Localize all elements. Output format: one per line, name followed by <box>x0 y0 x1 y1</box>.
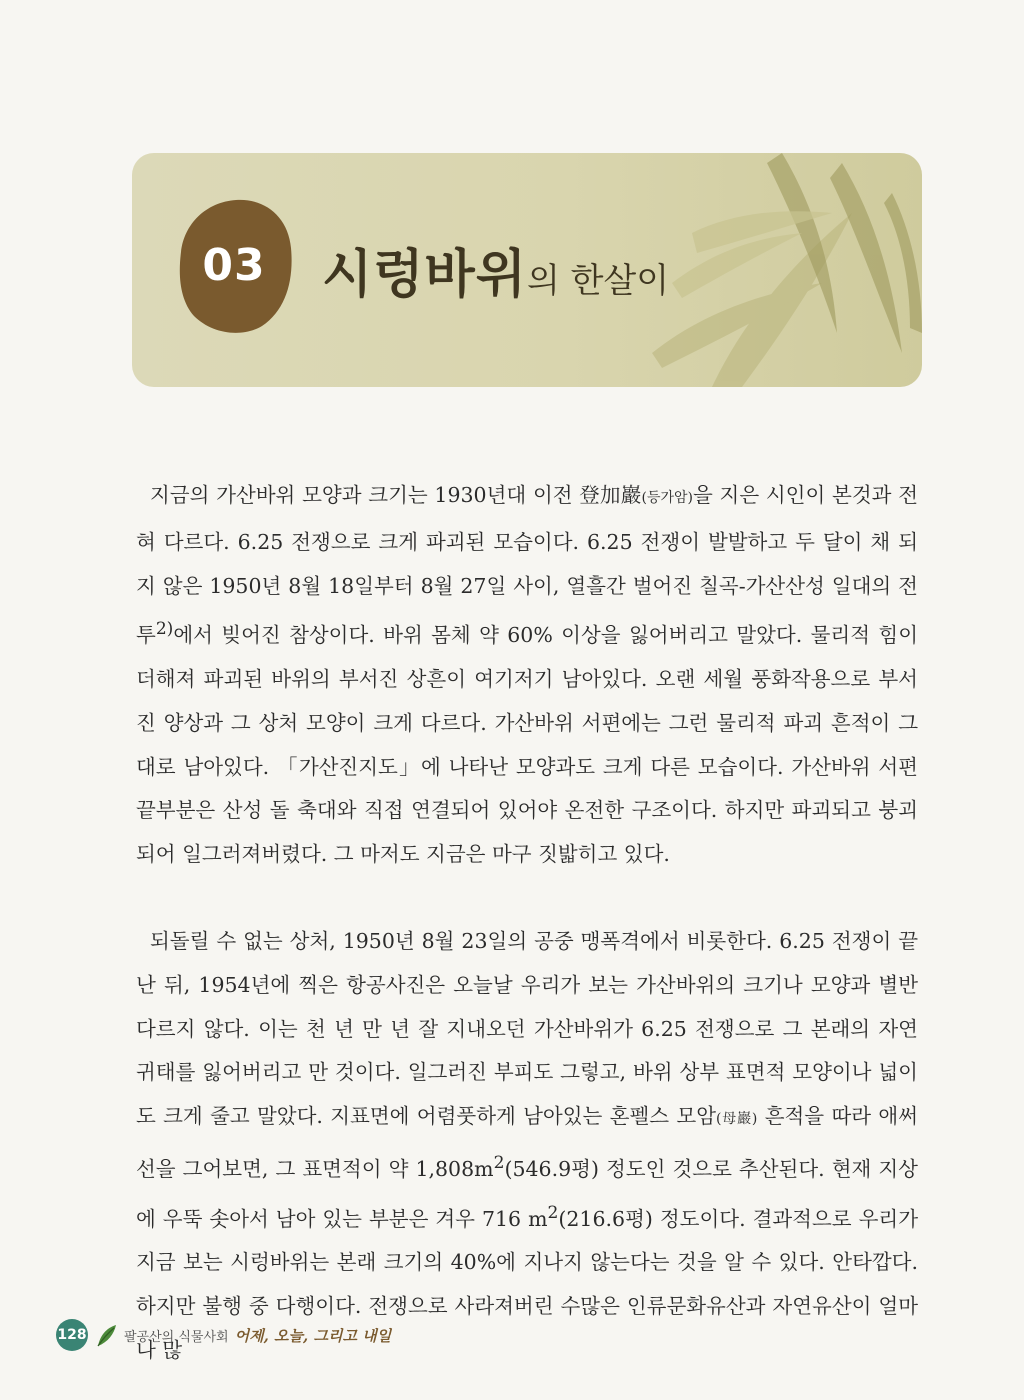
paragraph-2-hanja-note: (母巖) <box>716 1111 758 1128</box>
footer-series-title: 팔공산의 식물사회 <box>124 1329 229 1345</box>
chapter-title-sub: 의 한살이 <box>526 261 670 301</box>
leaf-icon <box>94 1322 120 1348</box>
superscript-squared: 2 <box>547 1202 559 1223</box>
footer-subtitle: 어제, 오늘, 그리고 내일 <box>234 1326 392 1345</box>
paragraph-1 <box>136 474 918 877</box>
body-text <box>136 474 918 1373</box>
paragraph-2-text-4: (216.6평) 정도이다. 결과적으로 우리가 지금 보는 시렁바위는 본래 크기의 40%에 지나지 않는다는 것을 알 수 있다. 안타깝다. 하지만 불행 중 다행이다. 전쟁으로 사라져버린 수많은 인류문화유산과 자연유산이 얼마나 많 <box>136 1206 918 1362</box>
paragraph-1-text-3: 에서 빚어진 참상이다. 바위 몸체 약 60% 이상을 잃어버리고 말았다. 물리적 힘이 더해져 파괴된 바위의 부서진 상흔이 여기저기 남아있다. 오랜 세월 풍화작용으로 부서진 양상과 그 상처 모양이 크게 다르다. 가산바위 서편에는 그런 물리적 파괴 흔적이 그대로 남아있다. 「가산진지도」에 나타난 모양과도 크게 다른 모습이다. 가산바위 서편 끝부분은 산성 돌 축대와 직접 연결되어 있어야 온전한 구조이다. 하지만 파괴되고 붕괴되어 일그러져버렸다. 그 마저도 지금은 마구 짓밟히고 있다. <box>136 623 918 867</box>
chapter-badge <box>178 198 294 334</box>
chapter-title-main: 시렁바위 <box>322 245 527 305</box>
paragraph-1-reading-note: (등가암) <box>641 490 693 506</box>
paragraph-2-text-3: (546.9평) 정도인 것으로 추산된다. 현재 지상에 우뚝 솟아서 남아 있는 부분은 겨우 716 m <box>136 1156 918 1231</box>
paragraph-1-text-2: 을 지은 시인이 본것과 전혀 다르다. 6.25 전쟁으로 크게 파괴된 모습이다. 6.25 전쟁이 발발하고 두 달이 채 되지 않은 1950년 8월 18일부터 8월 27일 사이, 열흘간 벌어진 칠곡-가산산성 일대의 전투 <box>136 483 918 648</box>
footnote-marker: 2) <box>155 619 174 640</box>
paragraph-1-text-1: 지금의 가산바위 모양과 크기는 1930년대 이전 登加巖 <box>150 483 642 507</box>
page-footer <box>56 1318 391 1352</box>
superscript-squared: 2 <box>493 1152 505 1173</box>
paragraph-2-text-1: 되돌릴 수 없는 상처, 1950년 8월 23일의 공중 맹폭격에서 비롯한다. 6.25 전쟁이 끝난 뒤, 1954년에 찍은 항공사진은 오늘날 우리가 보는 가산바위의 크기나 모양과 별반 다르지 않다. 이는 천 년 만 년 잘 지내오던 가산바위가 6.25 전쟁으로 그 본래의 자연 귀태를 잃어버리고 만 것이다. 일그러진 부피도 그렇고, 바위 상부 표면적 모양이나 넓이도 크게 줄고 말았다. 지표면에 어렴풋하게 남아있는 혼펠스 모암 <box>136 929 918 1129</box>
paragraph-2 <box>136 920 918 1373</box>
paragraph-2-text-2: 흔적을 따라 애써 선을 그어보면, 그 표면적이 약 1,808m <box>136 1104 918 1181</box>
page-number: 128 <box>56 1319 88 1351</box>
chapter-title <box>322 232 669 307</box>
chapter-number: 03 <box>202 240 266 291</box>
